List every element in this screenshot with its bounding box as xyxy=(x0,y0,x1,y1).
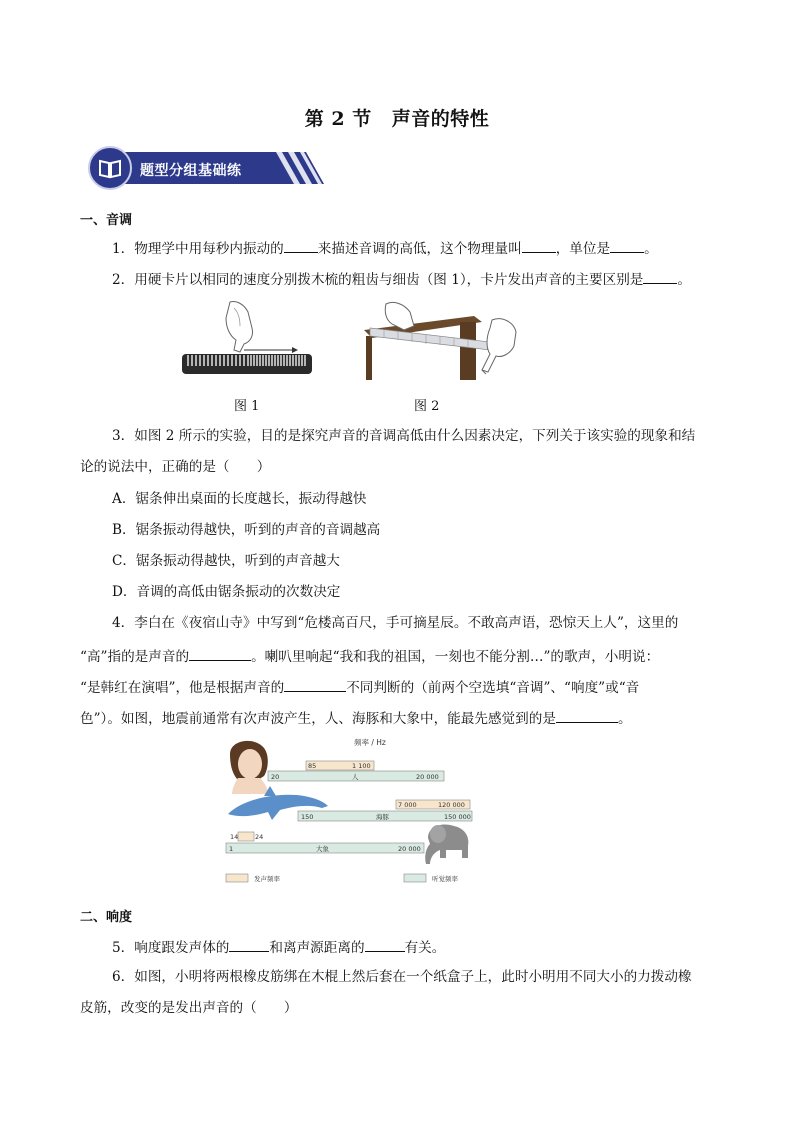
figure-1-caption: 图 1 xyxy=(234,399,260,414)
answer-blank[interactable] xyxy=(556,708,618,723)
svg-text:20 000: 20 000 xyxy=(416,773,439,781)
banner-text: 题型分组基础练 xyxy=(140,163,242,179)
question-5: 5．响度跟发声体的 和离声源距离的 有关。 xyxy=(112,937,445,957)
answer-blank[interactable] xyxy=(610,238,644,253)
svg-text:120 000: 120 000 xyxy=(438,801,465,809)
svg-text:24: 24 xyxy=(255,833,264,841)
answer-blank[interactable] xyxy=(284,238,318,253)
svg-text:发声频率: 发声频率 xyxy=(254,875,280,883)
question-3-line-2: 论的说法中，正确的是（ ） xyxy=(80,459,271,475)
svg-text:人: 人 xyxy=(352,773,359,781)
option-b[interactable]: B．锯条振动得越快，听到的声音的音调越高 xyxy=(112,522,381,538)
question-4-line-4: 色”）。如图，地震前通常有次声波产生，人、海豚和大象中，能最先感觉到的是 。 xyxy=(80,708,632,728)
elephant-image xyxy=(425,825,468,865)
svg-text:14: 14 xyxy=(230,833,239,841)
frequency-range-figure xyxy=(224,734,480,886)
svg-text:20 000: 20 000 xyxy=(398,845,421,853)
answer-blank[interactable] xyxy=(189,646,251,661)
legend-hear-swatch xyxy=(404,874,426,882)
svg-text:20: 20 xyxy=(271,773,280,781)
question-1: 1．物理学中用每秒内振动的 来描述音调的高低，这个物理量叫 ，单位是 。 xyxy=(112,238,658,258)
page-title: 第 2 节 声音的特性 xyxy=(304,108,490,130)
svg-text:150 000: 150 000 xyxy=(444,813,471,821)
question-3-line-1: 3．如图 2 所示的实验，目的是探究声音的音调高低由什么因素决定，下列关于该实验的现象和结 xyxy=(112,428,696,444)
option-c[interactable]: C．锯条振动得越快，听到的声音越大 xyxy=(112,553,340,569)
answer-blank[interactable] xyxy=(522,238,556,253)
answer-blank[interactable] xyxy=(643,269,677,284)
question-2: 2．用硬卡片以相同的速度分别拨木梳的粗齿与细齿（图 1），卡片发出声音的主要区别是 。 xyxy=(112,269,691,289)
section-heading-loudness: 二、响度 xyxy=(80,910,133,925)
figure-1-comb-image xyxy=(178,298,318,380)
svg-text:听觉频率: 听觉频率 xyxy=(432,875,458,883)
option-d[interactable]: D．音调的高低由锯条振动的次数决定 xyxy=(112,584,341,600)
figure-2-caption: 图 2 xyxy=(414,399,440,414)
answer-blank[interactable] xyxy=(365,937,405,952)
svg-text:7 000: 7 000 xyxy=(398,801,417,809)
question-4-line-1: 4．李白在《夜宿山寺》中写到“危楼高百尺，手可摘星辰。不敢高声语，恐惊天上人”，这里的 xyxy=(112,615,679,631)
answer-blank[interactable] xyxy=(284,677,346,692)
svg-text:150: 150 xyxy=(301,813,314,821)
answer-blank[interactable] xyxy=(229,937,269,952)
svg-text:海豚: 海豚 xyxy=(376,813,389,821)
svg-text:1 100: 1 100 xyxy=(352,762,371,770)
svg-text:1: 1 xyxy=(229,845,234,853)
svg-text:大象: 大象 xyxy=(316,845,329,853)
question-4-line-2: “高”指的是声音的 。喇叭里响起“我和我的祖国，一刻也不能分割…”的歌声，小明说： xyxy=(80,646,659,666)
freq-chart-title: 频率 / Hz xyxy=(354,738,386,747)
section-heading-pitch: 一、音调 xyxy=(80,213,133,228)
elephant-speak-bar xyxy=(238,832,254,841)
option-a[interactable]: A．锯条伸出桌面的长度越长，振动得越快 xyxy=(112,491,367,507)
woman-image xyxy=(230,741,268,794)
question-4-line-3: “是韩红在演唱”，他是根据声音的 不同判断的（前两个空选填“音调”、“响度”或“音 xyxy=(80,677,639,697)
svg-text:85: 85 xyxy=(308,762,317,770)
legend-speak-swatch xyxy=(226,874,248,882)
question-6-line-2: 皮筋，改变的是发出声音的（ ） xyxy=(80,1000,298,1016)
question-6-line-1: 6．如图，小明将两根橡皮筋绑在木棍上然后套在一个纸盒子上，此时小明用不同大小的力拨动橡 xyxy=(112,969,692,985)
figure-2-saw-image xyxy=(364,298,524,382)
